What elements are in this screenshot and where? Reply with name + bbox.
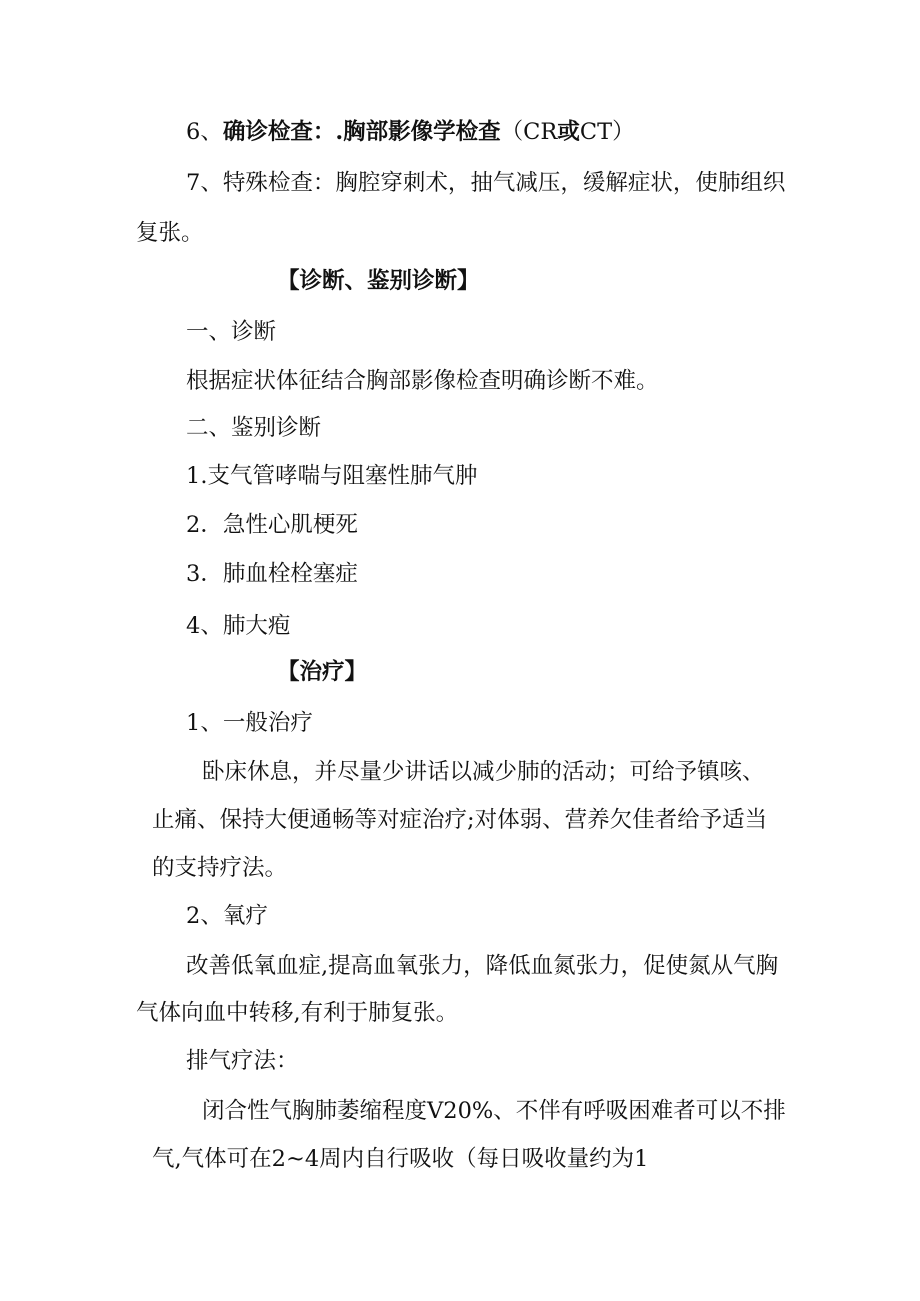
subheading-differential: 二、鉴别诊断 — [186, 415, 322, 441]
heading-cr: （CR — [500, 119, 558, 145]
special-exam-continuation: 复张。 — [136, 220, 204, 246]
heading-confirm-exam — [186, 117, 635, 147]
heading-or: 或 — [557, 119, 580, 145]
heading-ct: CT） — [579, 119, 635, 145]
oxygen-therapy-line-1: 改善低氧血症,提高血氧张力，降低血氮张力，促使氮从气胸 — [186, 953, 779, 979]
section-heading-treatment: 【治疗】 — [277, 659, 368, 685]
subheading-general-treatment: 1、一般治疗 — [186, 710, 313, 736]
heading-number: 6、 — [186, 119, 223, 145]
general-treatment-line-3: 的支持疗法。 — [152, 855, 288, 881]
section-heading-diagnosis: 【诊断、鉴别诊断】 — [277, 268, 480, 294]
differential-item-1: 1.支气管哮喘与阻塞性肺气肿 — [186, 463, 478, 489]
differential-item-4: 4、肺大疱 — [186, 613, 291, 639]
oxygen-therapy-line-2: 气体向血中转移,有利于肺复张。 — [136, 1000, 459, 1026]
diagnosis-text: 根据症状体征结合胸部影像检查明确诊断不难。 — [186, 368, 659, 394]
subheading-diagnosis: 一、诊断 — [186, 319, 277, 345]
general-treatment-line-2: 止痛、保持大便通畅等对症治疗;对体弱、营养欠佳者给予适当 — [152, 807, 768, 833]
subheading-oxygen-therapy: 2、氧疗 — [186, 903, 268, 929]
exhaust-therapy-line-2: 气,气体可在2~4周内自行吸收（每日吸收量约为1 — [152, 1146, 649, 1172]
differential-item-3: 3．肺血栓栓塞症 — [186, 561, 358, 587]
exhaust-therapy-line-1: 闭合性气胸肺萎缩程度V20%、不伴有呼吸困难者可以不排 — [202, 1098, 786, 1124]
special-exam-line: 7、特殊检查：胸腔穿刺术，抽气减压，缓解症状，使肺组织 — [186, 170, 786, 196]
heading-main: 确诊检查：.胸部影像学检查 — [222, 119, 501, 145]
differential-item-2: 2．急性心肌梗死 — [186, 512, 358, 538]
subheading-exhaust-therapy: 排气疗法： — [186, 1048, 299, 1074]
general-treatment-line-1: 卧床休息，并尽量少讲话以减少肺的活动；可给予镇咳、 — [202, 759, 765, 785]
